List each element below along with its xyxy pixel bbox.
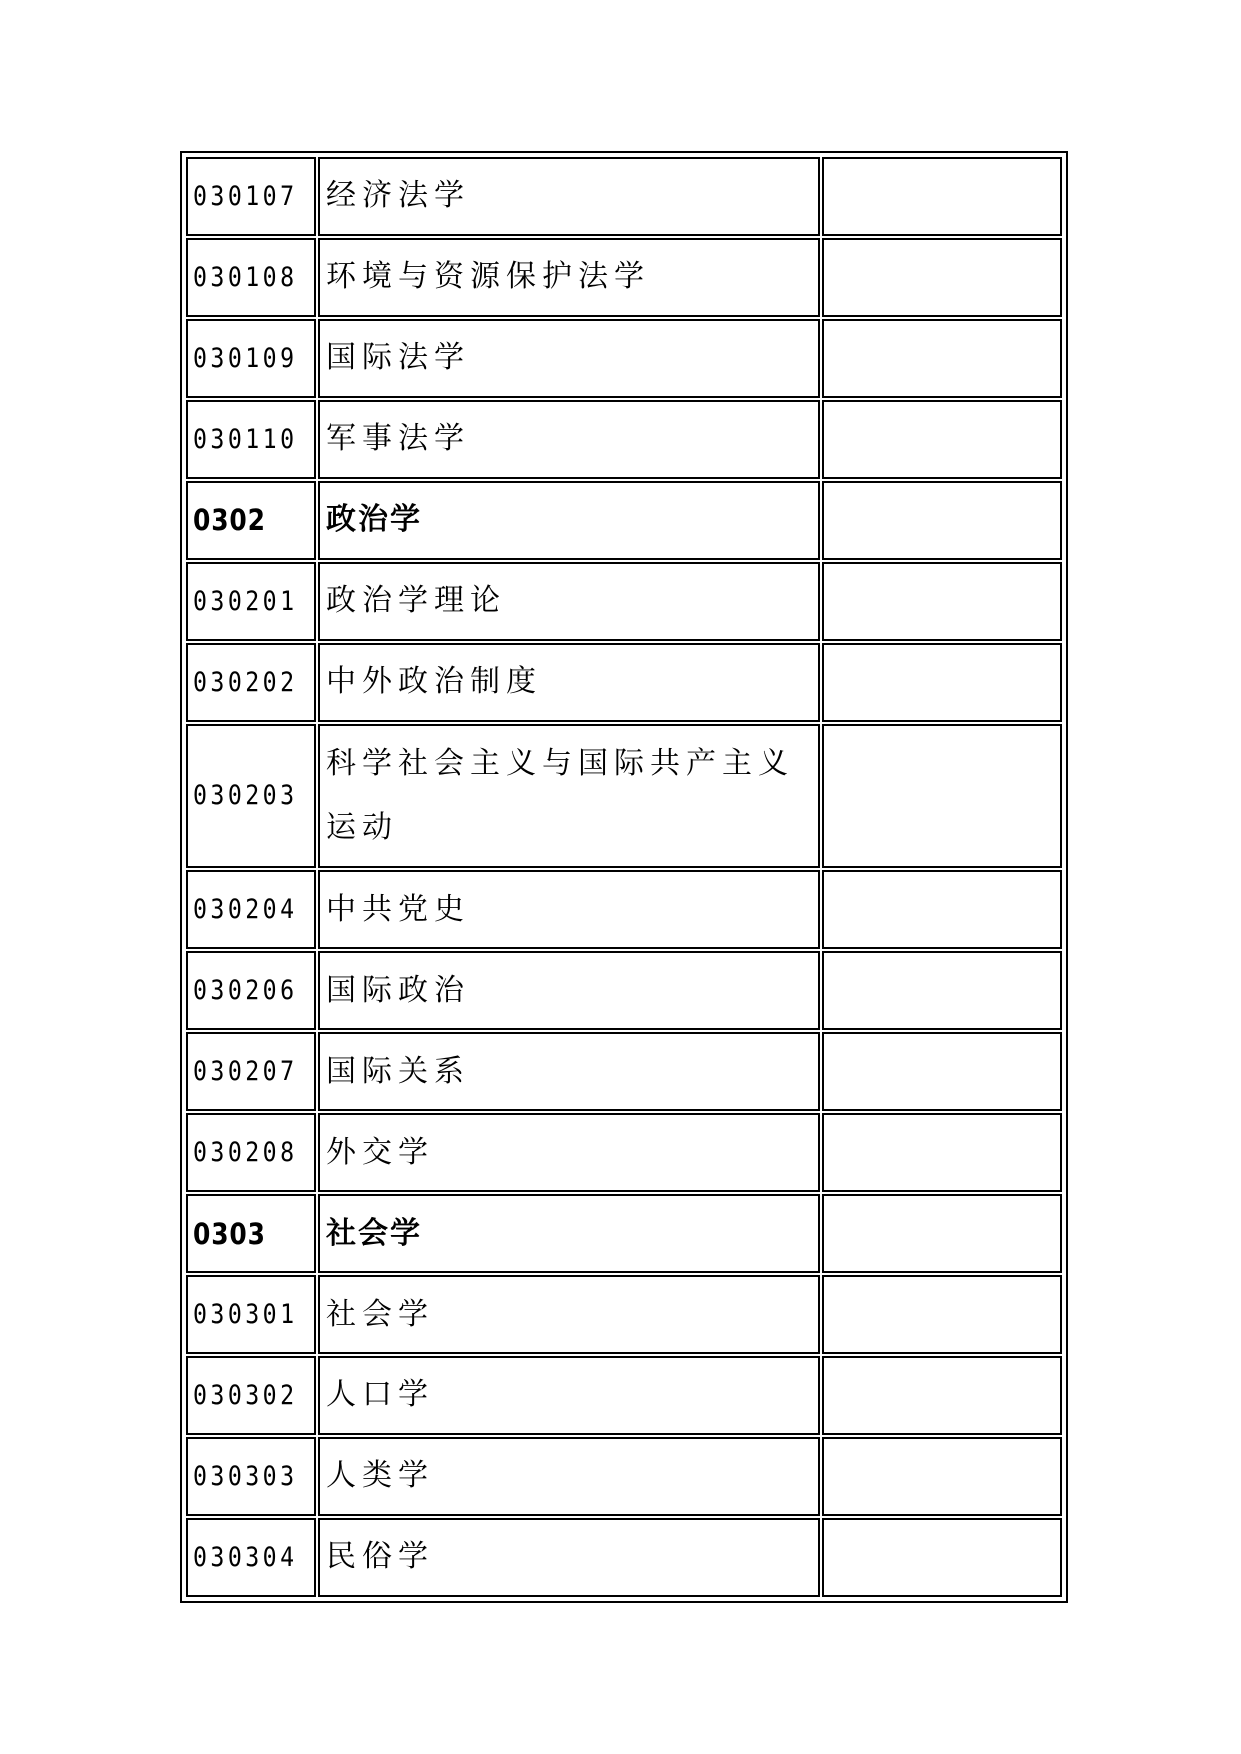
note-cell xyxy=(822,1194,1062,1273)
subject-catalog-table-frame xyxy=(180,151,1068,1603)
subject-name-cell: 国际法学 xyxy=(318,319,820,398)
subject-code-cell xyxy=(186,1518,316,1597)
subject-code: 030302 xyxy=(193,1379,298,1411)
subject-code-cell xyxy=(186,400,316,479)
subject-name-cell: 民俗学 xyxy=(318,1518,820,1597)
subject-code: 030203 xyxy=(193,780,298,812)
subject-code: 030301 xyxy=(193,1299,298,1330)
subject-code-cell xyxy=(186,1275,316,1354)
table-row xyxy=(186,1275,1062,1354)
note-cell xyxy=(822,481,1062,560)
category-code: 0302 xyxy=(193,503,266,538)
subject-name-cell: 外交学 xyxy=(318,1113,820,1192)
subject-code-cell xyxy=(186,319,316,398)
subject-code-cell xyxy=(186,1032,316,1111)
note-cell xyxy=(822,319,1062,398)
table-row xyxy=(186,1113,1062,1192)
subject-code-cell xyxy=(186,870,316,949)
subject-name-cell: 人口学 xyxy=(318,1356,820,1435)
table-row xyxy=(186,1437,1062,1516)
table-row xyxy=(186,319,1062,398)
note-cell xyxy=(822,400,1062,479)
table-row xyxy=(186,1518,1062,1597)
subject-code-cell xyxy=(186,157,316,236)
note-cell xyxy=(822,643,1062,722)
subject-code-cell xyxy=(186,1356,316,1435)
table-row xyxy=(186,562,1062,641)
subject-code-cell xyxy=(186,724,316,869)
subject-name-cell: 科学社会主义与国际共产主义运动 xyxy=(318,724,820,869)
subject-code: 030107 xyxy=(193,180,298,212)
subject-name-cell: 中外政治制度 xyxy=(318,643,820,722)
note-cell xyxy=(822,238,1062,317)
subject-name-cell: 国际政治 xyxy=(318,951,820,1030)
category-code: 0303 xyxy=(193,1216,266,1251)
subject-name-cell: 政治学理论 xyxy=(318,562,820,641)
subject-code: 030303 xyxy=(193,1460,298,1492)
subject-code-cell xyxy=(186,951,316,1030)
subject-name-cell: 人类学 xyxy=(318,1437,820,1516)
category-name-cell: 社会学 xyxy=(318,1194,820,1273)
subject-code: 030109 xyxy=(193,342,298,374)
table-row xyxy=(186,951,1062,1030)
table-row xyxy=(186,870,1062,949)
note-cell xyxy=(822,870,1062,949)
table-row xyxy=(186,1356,1062,1435)
table-row xyxy=(186,157,1062,236)
subject-code: 030108 xyxy=(193,261,298,293)
table-row xyxy=(186,238,1062,317)
table-row xyxy=(186,1032,1062,1111)
note-cell xyxy=(822,1356,1062,1435)
note-cell xyxy=(822,951,1062,1030)
subject-code: 030208 xyxy=(193,1137,298,1169)
note-cell xyxy=(822,562,1062,641)
subject-code-cell xyxy=(186,238,316,317)
subject-name-cell: 国际关系 xyxy=(318,1032,820,1111)
subject-name-cell: 中共党史 xyxy=(318,870,820,949)
note-cell xyxy=(822,1113,1062,1192)
note-cell xyxy=(822,1437,1062,1516)
subject-code: 030110 xyxy=(193,423,298,455)
table-row xyxy=(186,400,1062,479)
subject-code: 030201 xyxy=(193,585,298,617)
category-name-cell: 政治学 xyxy=(318,481,820,560)
subject-name-cell: 环境与资源保护法学 xyxy=(318,238,820,317)
category-code-cell xyxy=(186,481,316,560)
subject-catalog-table xyxy=(184,155,1064,1599)
subject-code: 030304 xyxy=(193,1541,298,1573)
subject-code: 030202 xyxy=(193,666,298,698)
subject-name-cell: 经济法学 xyxy=(318,157,820,236)
note-cell xyxy=(822,1275,1062,1354)
subject-code-cell xyxy=(186,643,316,722)
subject-code: 030206 xyxy=(193,975,298,1007)
subject-code-cell xyxy=(186,1437,316,1516)
subject-code: 030207 xyxy=(193,1056,298,1088)
subject-name-cell: 社会学 xyxy=(318,1275,820,1354)
category-code-cell xyxy=(186,1194,316,1273)
note-cell xyxy=(822,724,1062,869)
note-cell xyxy=(822,1518,1062,1597)
subject-code-cell xyxy=(186,562,316,641)
table-row-category xyxy=(186,1194,1062,1273)
note-cell xyxy=(822,157,1062,236)
table-row xyxy=(186,724,1062,869)
note-cell xyxy=(822,1032,1062,1111)
table-row xyxy=(186,643,1062,722)
subject-code-cell xyxy=(186,1113,316,1192)
subject-name-cell: 军事法学 xyxy=(318,400,820,479)
subject-code: 030204 xyxy=(193,894,298,926)
table-row-category xyxy=(186,481,1062,560)
